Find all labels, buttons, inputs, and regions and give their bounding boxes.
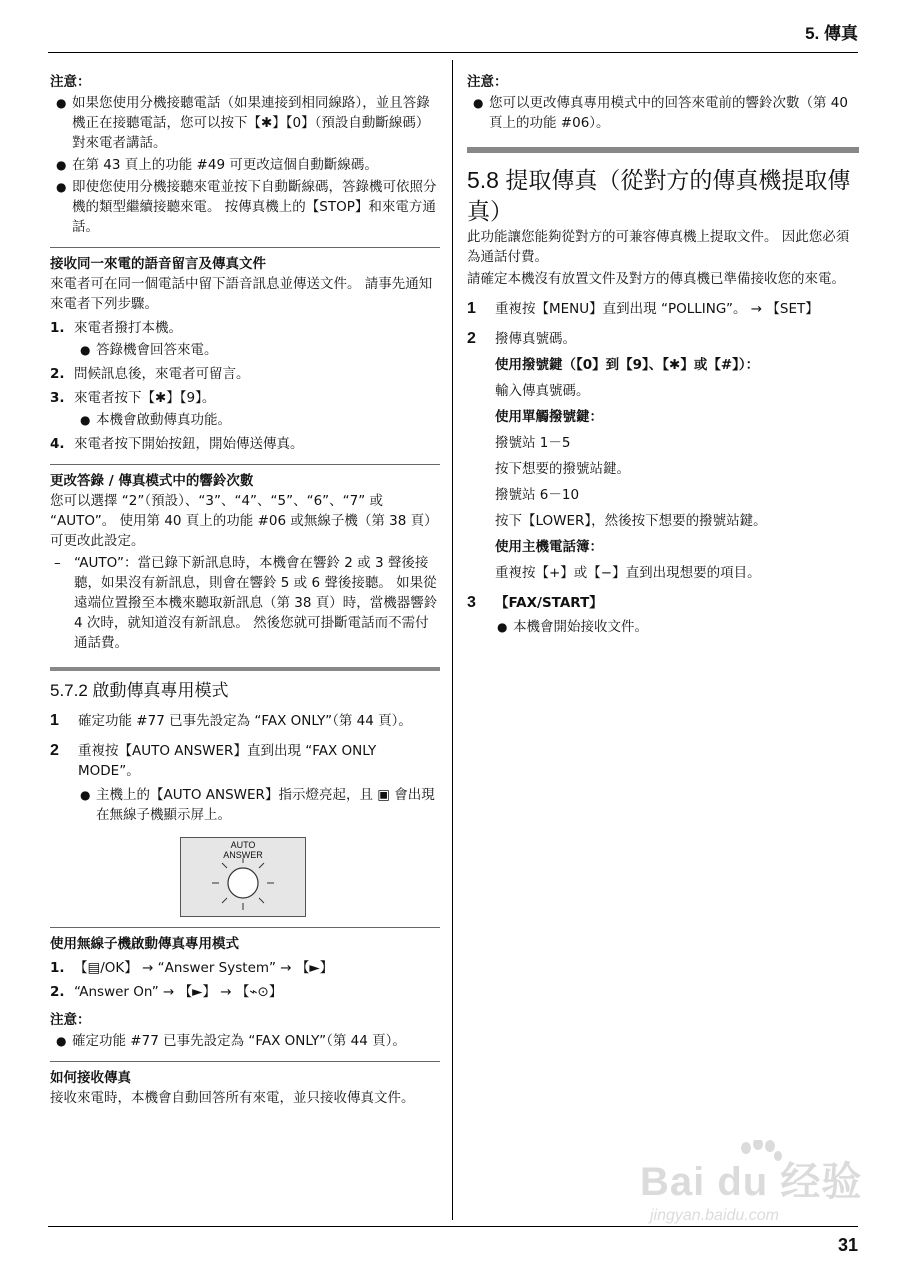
note-bullet: ● 在第 43 頁上的功能 #49 可更改這個自動斷線碼。 [50,155,440,175]
section-heading: 使用無線子機啟動傳真專用模式 [50,927,440,954]
item-number: 2. [50,366,65,382]
sub-bullet: ● 本機會開始接收文件。 [467,617,859,637]
list-item [50,364,440,384]
step-item [467,329,859,349]
step-item [50,741,440,781]
step-number: 3 [467,594,476,611]
page-header [48,0,858,53]
item-number: 1. [50,320,65,336]
right-column [467,72,859,641]
step-subheading: 使用撥號鍵（【0】到【9】、【✱】或【#】）： [495,357,760,373]
note-bullet: ● 如果您使用分機接聽電話（如果連接到相同線路），並且答錄機正在接聽電話，您可以按下【✱】【0】（預設自動斷線碼）對來電者講話。 [50,93,440,153]
step-item [467,593,859,613]
section-heading: 更改答錄 / 傳真模式中的響鈴次數 [50,464,440,491]
step-subtext: 按下【LOWER】，然後按下想要的撥號站鍵。 [495,513,767,529]
list-item [50,388,440,408]
note-title: 注意： [467,74,508,90]
step-subheading: 使用單觸撥號鍵： [495,409,603,425]
note-title: 注意： [50,74,91,90]
item-text: “Answer On” → 【►】 → 【⌁⊙】 [74,984,283,1000]
step-subtext: 撥號站 1－5 [495,435,571,451]
section-5-8 [467,147,859,637]
list-item [50,318,440,338]
left-column [50,72,440,1110]
note-title: 注意： [50,1012,91,1028]
column-divider [452,60,453,1220]
section-ring-count [50,464,440,653]
step-text: 重複按【AUTO ANSWER】直到出現 “FAX ONLY MODE”。 [78,743,377,779]
note-bullet: ● 您可以更改傳真專用模式中的回答來電前的響鈴次數（第 40 頁上的功能 #06）。 [467,93,859,133]
watermark [640,1140,870,1230]
section-handset-fax-only [50,927,440,1051]
subsection-heading: 5.7.2 啟動傳真專用模式 [50,667,440,701]
sub-bullet: ● 主機上的【AUTO ANSWER】指示燈亮起，且 ▣ 會出現在無線子機顯示屏上。 [50,785,440,825]
section-voice-and-fax [50,247,440,454]
illustration-label-line: ANSWER [223,850,263,860]
page-footer [48,1226,858,1255]
list-item [50,434,440,454]
step-subtext: 重複按【+】或【−】直到出現想要的項目。 [495,565,761,581]
chapter-title: 5. 傳真 [805,24,858,43]
section-intro: 請確定本機沒有放置文件及對方的傳真機已準備接收您的來電。 [467,271,845,287]
item-text: 問候訊息後，來電者可留言。 [74,366,250,382]
section-receive-fax [50,1061,440,1108]
step-subtext: 按下想要的撥號站鍵。 [495,461,630,477]
step-number: 2 [50,742,59,759]
page-number: 31 [837,1235,858,1255]
list-item [50,958,440,978]
note-bullet: ● 確定功能 #77 已事先設定為 “FAX ONLY”（第 44 頁）。 [50,1031,440,1051]
item-text: 來電者按下【✱】【9】。 [74,390,216,406]
step-number: 1 [50,712,59,729]
step-text: 【FAX/START】 [495,595,603,611]
auto-answer-illustration [180,837,306,917]
section-intro: 您可以選擇 “2”（預設）、“3”、“4”、“5”、“6”、“7” 或 “AUTO”。 使用第 40 頁上的功能 #06 或無線子機（第 38 頁）可更改此設定。 [50,493,438,549]
dash-item [50,553,440,653]
watermark-url: jingyan.baidu.com [650,1207,779,1224]
item-number: 2. [50,984,65,1000]
step-subheading: 使用主機電話簿： [495,539,603,555]
step-text: 重複按【MENU】直到出現 “POLLING”。 → 【SET】 [495,301,819,317]
section-title: 5.8 提取傳真（從對方的傳真機提取傳真） [467,147,859,227]
note-bullet: ● 即使您使用分機接聽來電並按下自動斷線碼，答錄機可依照分機的類型繼續接聽來電。 按傳真機上的【STOP】和來電方通話。 [50,177,440,237]
lit-indicator-icon [181,838,305,916]
dash-text: “AUTO”：當已錄下新訊息時，本機會在響鈴 2 或 3 聲後接聽，如果沒有新訊息，則會在響鈴 5 或 6 聲後接聽。 如果從遠端位置撥至本機來聽取新訊息（第 38 頁）時，當機器響鈴 4 次時，就知道沒有新訊息。 然後您就可掛斷電話而不需付通話費。 [74,555,438,651]
step-item [467,299,859,319]
step-subtext: 輸入傳真號碼。 [495,383,590,399]
sub-bullet: ● 答錄機會回答來電。 [50,340,440,360]
note-block [50,72,440,237]
illustration-label-line: AUTO [230,840,256,850]
section-text: 接收來電時，本機會自動回答所有來電，並只接收傳真文件。 [50,1090,415,1106]
step-number: 1 [467,300,476,317]
item-number: 4. [50,436,65,452]
section-intro: 此功能讓您能夠從對方的可兼容傳真機上提取文件。 因此您必須為通話付費。 [467,229,850,265]
watermark-brand: Bai du 经验 [640,1160,863,1204]
step-text: 撥傳真號碼。 [495,331,576,347]
section-5-7-2 [50,667,440,917]
step-subtext: 撥號站 6－10 [495,487,580,503]
note-block [467,72,859,133]
list-item [50,982,440,1002]
sub-bullet: ● 本機會啟動傳真功能。 [50,410,440,430]
section-heading: 如何接收傳真 [50,1061,440,1088]
step-number: 2 [467,330,476,347]
item-number: 3. [50,390,65,406]
item-number: 1. [50,960,65,976]
step-text: 確定功能 #77 已事先設定為 “FAX ONLY”（第 44 頁）。 [78,713,412,729]
item-text: 【▤/OK】 → “Answer System” → 【►】 [74,960,334,976]
section-intro: 來電者可在同一個電話中留下語音訊息並傳送文件。 請事先通知來電者下列步驟。 [50,276,433,312]
dash-marker: – [54,555,61,571]
item-text: 來電者撥打本機。 [74,320,182,336]
step-item [50,711,440,731]
section-heading: 接收同一來電的語音留言及傳真文件 [50,247,440,274]
item-text: 來電者按下開始按鈕，開始傳送傳真。 [74,436,304,452]
